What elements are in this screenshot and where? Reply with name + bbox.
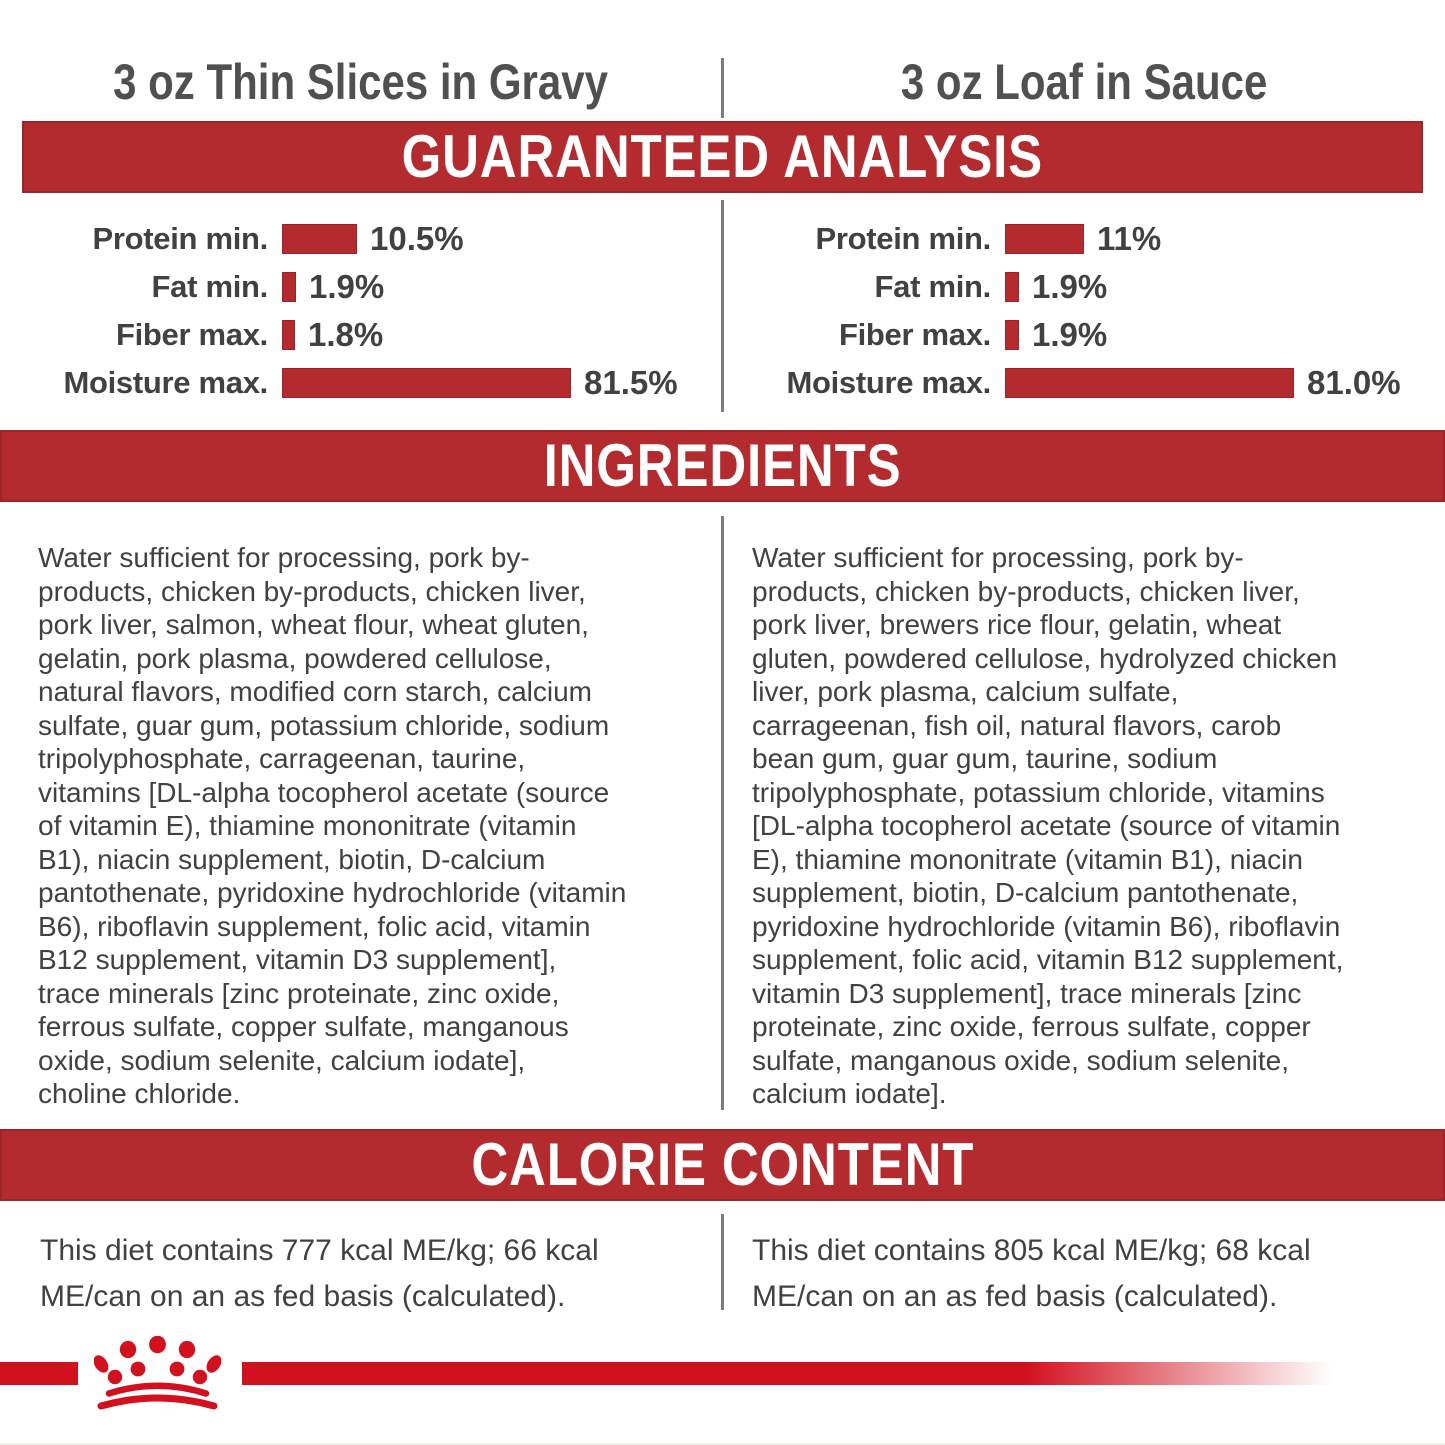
ingredients-line: Water sufficient for processing, pork by- xyxy=(38,542,530,573)
calorie-line: This diet contains 805 kcal ME/kg; 68 kcal xyxy=(752,1234,1311,1267)
ingredients-line: tripolyphosphate, carrageenan, taurine, xyxy=(38,743,526,774)
analysis-label: Fiber max. xyxy=(838,317,991,352)
analysis-bar xyxy=(1005,224,1084,254)
analysis-row xyxy=(0,359,722,407)
analysis-label: Fiber max. xyxy=(115,317,268,352)
analysis-label: Moisture max. xyxy=(63,365,268,400)
analysis-row xyxy=(723,311,1445,359)
ingredients-text-right xyxy=(752,541,1427,1111)
ingredients-line: vitamins [DL-alpha tocopherol acetate (source xyxy=(38,776,610,808)
ingredients-line: natural flavors, modified corn starch, calcium xyxy=(38,676,592,707)
analysis-value: 81.0% xyxy=(1307,364,1401,401)
ingredients-line: sulfate, guar gum, potassium chloride, sodium xyxy=(38,709,610,741)
column-title-left xyxy=(0,54,722,110)
calorie-content-banner xyxy=(0,1129,1445,1201)
ingredients-line: supplement, folic acid, vitamin B12 supplement, xyxy=(752,944,1344,975)
analysis-row xyxy=(0,263,722,311)
crown-logo-icon xyxy=(94,1336,222,1418)
analysis-value: 1.9% xyxy=(309,268,385,305)
analysis-label: Protein min. xyxy=(815,221,991,256)
ingredients-line: pyridoxine hydrochloride (vitamin B6), riboflavin xyxy=(752,910,1341,942)
ingredients-line: Water sufficient for processing, pork by- xyxy=(752,542,1244,573)
ingredients-line: ferrous sulfate, copper sulfate, manganous xyxy=(38,1011,569,1042)
analysis-row xyxy=(0,215,722,263)
ingredients-column-divider xyxy=(721,516,724,1110)
guaranteed-analysis-banner xyxy=(22,121,1423,193)
ingredients-line: of vitamin E), thiamine mononitrate (vitamin xyxy=(38,810,577,841)
analysis-row xyxy=(723,359,1445,407)
ingredients-line: products, chicken by-products, chicken liver, xyxy=(38,575,586,607)
ingredients-line: choline chloride. xyxy=(38,1078,241,1109)
calorie-line: ME/can on an as fed basis (calculated). xyxy=(752,1280,1278,1313)
ingredients-banner xyxy=(0,430,1445,502)
analysis-rows-right xyxy=(723,215,1445,407)
calorie-text-left xyxy=(40,1228,599,1320)
analysis-bar xyxy=(282,368,571,398)
analysis-column-divider xyxy=(721,200,724,412)
ingredients-line: products, chicken by-products, chicken liver, xyxy=(752,575,1300,607)
analysis-label: Fat min. xyxy=(151,269,268,304)
analysis-value: 10.5% xyxy=(370,220,464,257)
analysis-bar xyxy=(282,320,295,350)
analysis-bar xyxy=(1005,368,1294,398)
analysis-row xyxy=(0,311,722,359)
guaranteed-analysis-banner-text: GUARANTEED ANALYSIS xyxy=(401,123,1044,190)
ingredients-line: gluten, powdered cellulose, hydrolyzed chicken xyxy=(752,642,1338,674)
analysis-row xyxy=(723,215,1445,263)
ingredients-line: supplement, biotin, D-calcium pantothenate, xyxy=(752,877,1299,908)
calorie-column-divider xyxy=(721,1214,724,1310)
ingredients-line: oxide, sodium selenite, calcium iodate], xyxy=(38,1044,526,1076)
analysis-value: 1.9% xyxy=(1032,316,1108,353)
ingredients-line: proteinate, zinc oxide, ferrous sulfate, copper xyxy=(752,1011,1311,1042)
ingredients-line: vitamin D3 supplement], trace minerals [zinc xyxy=(752,977,1302,1009)
analysis-value: 81.5% xyxy=(584,364,678,401)
ingredients-line: bean gum, guar gum, taurine, sodium xyxy=(752,743,1218,774)
calorie-line: This diet contains 777 kcal ME/kg; 66 kcal xyxy=(40,1234,599,1267)
ingredients-line: B12 supplement, vitamin D3 supplement], xyxy=(38,944,557,975)
analysis-bar xyxy=(1005,320,1019,350)
analysis-label: Fat min. xyxy=(874,269,991,304)
analysis-rows-left xyxy=(0,215,722,407)
calorie-line: ME/can on an as fed basis (calculated). xyxy=(40,1280,566,1313)
ingredients-line: B1), niacin supplement, biotin, D-calcium xyxy=(38,843,546,875)
ingredients-line: [DL-alpha tocopherol acetate (source of vitamin xyxy=(752,810,1341,841)
ingredients-line: pork liver, brewers rice flour, gelatin, wheat xyxy=(752,609,1282,640)
analysis-value: 11% xyxy=(1097,220,1162,257)
ingredients-line: carrageenan, fish oil, natural flavors, carob xyxy=(752,709,1282,741)
analysis-bar xyxy=(282,224,357,254)
analysis-value: 1.8% xyxy=(308,316,384,353)
ingredients-line: gelatin, pork plasma, powdered cellulose, xyxy=(38,642,552,674)
ingredients-line: pork liver, salmon, wheat flour, wheat gluten, xyxy=(38,609,589,640)
ingredients-line: E), thiamine mononitrate (vitamin B1), niacin xyxy=(752,843,1303,875)
ingredients-line: B6), riboflavin supplement, folic acid, vitamin xyxy=(38,910,591,942)
calorie-text-right xyxy=(752,1228,1311,1320)
ingredients-line: trace minerals [zinc proteinate, zinc oxide, xyxy=(38,977,560,1009)
ingredients-line: liver, pork plasma, calcium sulfate, xyxy=(752,676,1179,707)
analysis-label: Protein min. xyxy=(92,221,268,256)
column-title-left-text: 3 oz Thin Slices in Gravy xyxy=(113,54,609,110)
analysis-label: Moisture max. xyxy=(786,365,991,400)
calorie-content-banner-text: CALORIE CONTENT xyxy=(471,1131,974,1198)
column-title-right xyxy=(723,54,1445,110)
column-title-right-text: 3 oz Loaf in Sauce xyxy=(900,54,1268,110)
ingredients-line: tripolyphosphate, potassium chloride, vitamins xyxy=(752,776,1325,808)
analysis-bar xyxy=(282,272,296,302)
analysis-bar xyxy=(1005,272,1019,302)
ingredients-line: calcium iodate]. xyxy=(752,1078,947,1109)
analysis-row xyxy=(723,263,1445,311)
ingredients-line: sulfate, manganous oxide, sodium selenite, xyxy=(752,1044,1289,1076)
ingredients-banner-text: INGREDIENTS xyxy=(543,432,902,499)
ingredients-line: pantothenate, pyridoxine hydrochloride (vitamin xyxy=(38,877,627,908)
ingredients-text-left xyxy=(38,541,713,1111)
analysis-value: 1.9% xyxy=(1032,268,1108,305)
header-column-divider xyxy=(721,58,724,118)
